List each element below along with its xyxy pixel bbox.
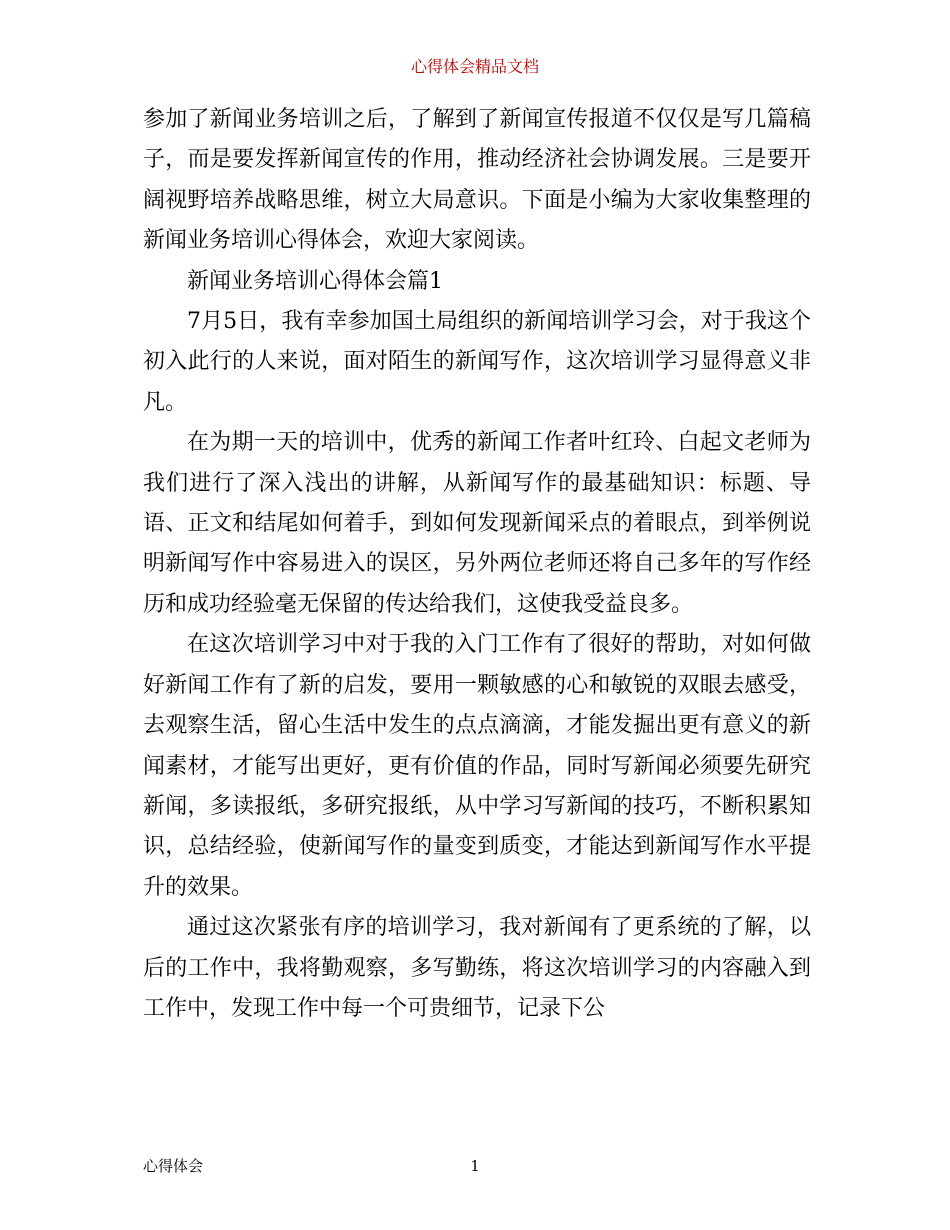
- section-heading: 新闻业务培训心得体会篇1: [187, 268, 443, 294]
- paragraph: 在为期一天的培训中，优秀的新闻工作者叶红玲、白起文老师为我们进行了深入浅出的讲解，从新闻写作的最基础知识：标题、导语、正文和结尾如何着手，到如何发现新闻采点的着眼点，到举例说明新闻写作中容易进入的误区，另外两位老师还将自己多年的写作经历和成功经验毫无保留的传达给我们，这使我受益良多。: [143, 430, 811, 617]
- paragraph-intro: 参加了新闻业务培训之后，了解到了新闻宣传报道不仅仅是写几篇稿子，而是要发挥新闻宣传的作用，推动经济社会协调发展。三是要开阔视野培养战略思维，树立大局意识。下面是小编为大家收集整理的新闻业务培训心得体会，欢迎大家阅读。: [143, 107, 811, 254]
- paragraph: 7月5日，我有幸参加国土局组织的新闻培训学习会，对于我这个初入此行的人来说，面对陌生的新闻写作，这次培训学习显得意义非凡。: [143, 309, 811, 415]
- page-number: 1: [470, 1157, 480, 1175]
- document-body: [143, 100, 811, 1029]
- page-footer-label: 心得体会: [143, 1157, 204, 1175]
- paragraph: 通过这次紧张有序的培训学习，我对新闻有了更系统的了解，以后的工作中，我将勤观察，多写勤练，将这次培训学习的内容融入到工作中，发现工作中每一个可贵细节，记录下公: [143, 915, 811, 1021]
- paragraph: 在这次培训学习中对于我的入门工作有了很好的帮助，对如何做好新闻工作有了新的启发，要用一颗敏感的心和敏锐的双眼去感受，去观察生活，留心生活中发生的点点滴滴，才能发掘出更有意义的新闻素材，才能写出更好，更有价值的作品，同时写新闻必须要先研究新闻，多读报纸，多研究报纸，从中学习写新闻的技巧，不断积累知识，总结经验，使新闻写作的量变到质变，才能达到新闻写作水平提升的效果。: [143, 632, 811, 900]
- page-header-title: 心得体会精品文档: [410, 57, 539, 76]
